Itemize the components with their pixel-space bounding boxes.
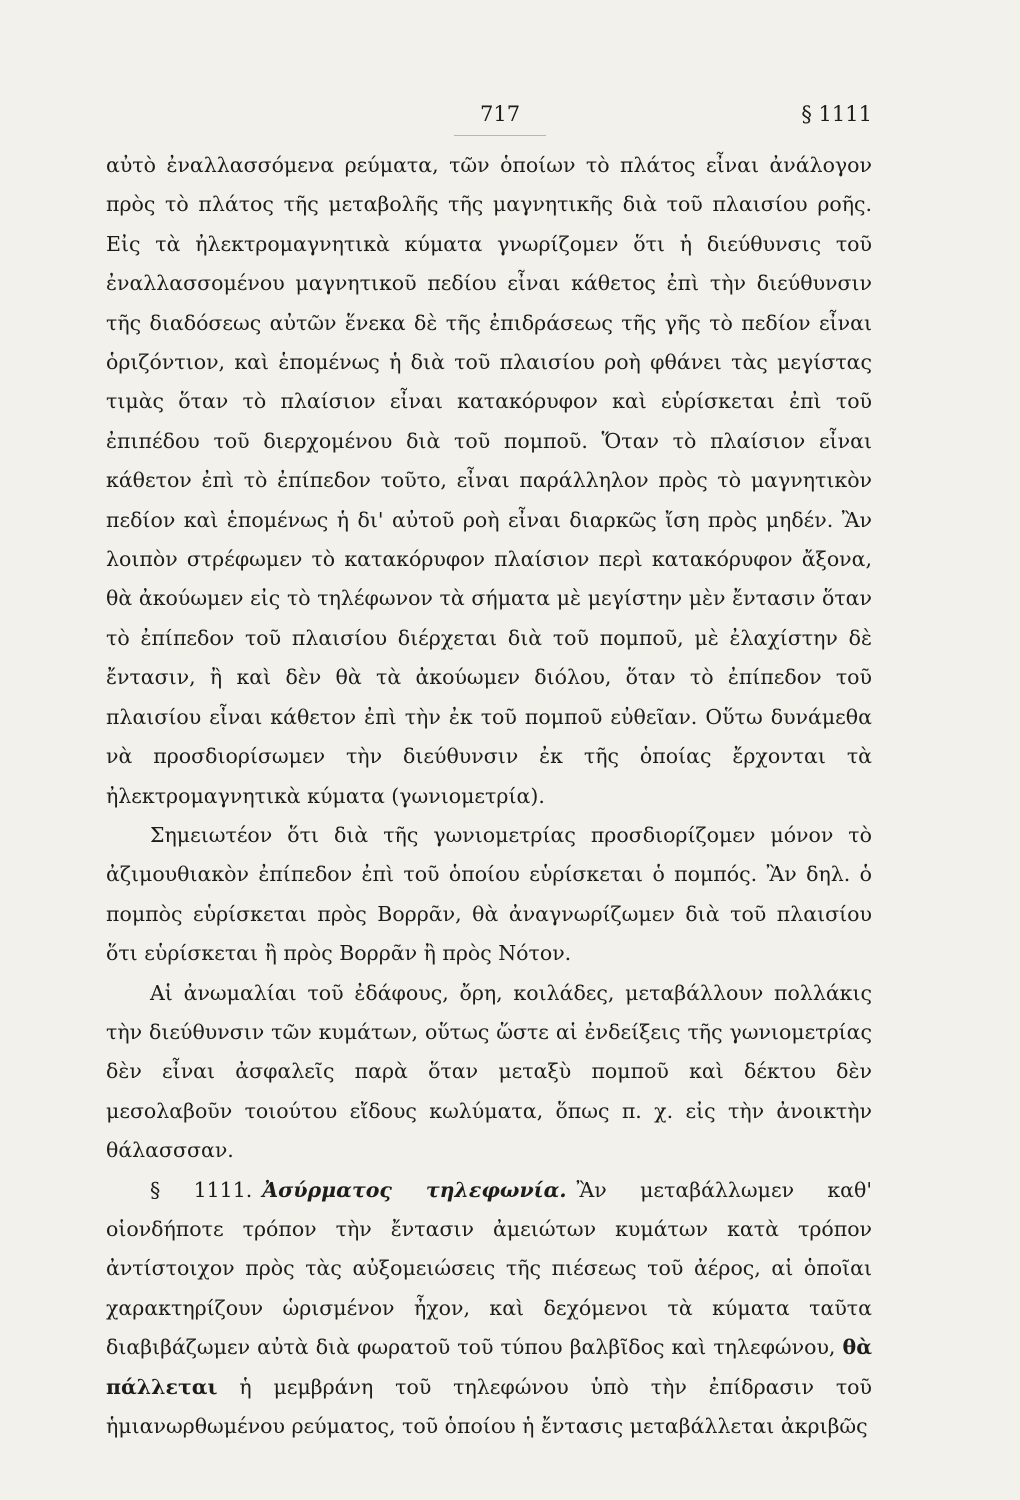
body-text: [106, 146, 872, 1446]
section-paragraph: [106, 1171, 872, 1447]
page-number: 717: [480, 102, 521, 126]
paragraph-direction-finding: αὐτὸ ἐναλλασσόμενα ρεύματα, τῶν ὁποίων τὸ πλάτος εἶναι ἀνάλογον πρὸς τὸ πλάτος τῆς μεταβολῆς τῆς μαγνητικῆς διὰ τοῦ πλαισίου ροῆς. Εἰς τὰ ἠλεκτρομαγνητικὰ κύματα γνωρίζομεν ὅτι ἡ διεύθυνσις τοῦ ἐναλλασσομένου μαγνητικοῦ πεδίου εἶναι κάθετος ἐπὶ τὴν διεύθυνσιν τῆς διαδόσεως αὐτῶν ἕνεκα δὲ τῆς ἐπιδράσεως τῆς γῆς τὸ πεδίον εἶναι ὁριζόντιον, καὶ ἑπομένως ἡ διὰ τοῦ πλαισίου ροὴ φθάνει τὰς μεγίστας τιμὰς ὅταν τὸ πλαίσιον εἶναι κατακόρυφον καὶ εὑρίσκεται ἐπὶ τοῦ ἐπιπέδου τοῦ διερχομένου διὰ τοῦ πομποῦ. Ὅταν τὸ πλαίσιον εἶναι κάθετον ἐπὶ τὸ ἐπίπεδον τοῦτο, εἶναι παράλληλον πρὸς τὸ μαγνητικὸν πεδίον καὶ ἑπομένως ἡ δι' αὐτοῦ ροὴ εἶναι διαρκῶς ἴση πρὸς μηδέν. Ἂν λοιπὸν στρέφωμεν τὸ κατακόρυφον πλαίσιον περὶ κατακόρυφον ἄξονα, θὰ ἀκούωμεν εἰς τὸ τηλέφωνον τὰ σήματα μὲ μεγίστην μὲν ἔντασιν ὅταν τὸ ἐπίπεδον τοῦ πλαισίου διέρχεται διὰ τοῦ πομποῦ, μὲ ἐλαχίστην δὲ ἔντασιν, ἢ καὶ δὲν θὰ τὰ ἀκούωμεν διόλου, ὅταν τὸ ἐπίπεδον τοῦ πλαισίου εἶναι κάθετον ἐπὶ τὴν ἐκ τοῦ πομποῦ εὐθεῖαν. Οὕτω δυνάμεθα νὰ προσδιορίσωμεν τὴν διεύθυνσιν ἐκ τῆς ὁποίας ἔρχονται τὰ ἠλεκτρομαγνητικὰ κύματα (γωνιομετρία).: [106, 153, 872, 808]
section-title: Ἀσύρματος τηλεφωνία.: [262, 1177, 567, 1202]
section-tail-text: ἡ μεμβράνη τοῦ τηλεφώνου ὑπὸ τὴν ἐπίδρασιν τοῦ ἡμιανωρθωμένου ρεύματος, τοῦ ὁποίου ἡ ἔντασις μεταβάλλεται ἀκριβῶς: [106, 1374, 872, 1438]
paragraph-terrain-note: Αἱ ἀνωμαλίαι τοῦ ἐδάφους, ὄρη, κοιλάδες, μεταβάλλουν πολλάκις τὴν διεύθυνσιν τῶν κυμάτων, οὕτως ὥστε αἱ ἐνδείξεις τῆς γωνιομετρίας δὲν εἶναι ἀσφαλεῖς παρὰ ὅταν μεταξὺ πομποῦ καὶ δέκτου δὲν μεσολαβοῦν τοιούτου εἴδους κωλύματα, ὅπως π. χ. εἰς τὴν ἀνοικτὴν θάλασσσαν.: [106, 980, 872, 1163]
running-section-reference: § 1111: [801, 102, 872, 126]
section-lead-text: Ἂν μεταβάλλωμεν καθ' οἱονδήποτε τρόπον τὴν ἔντασιν ἀμειώτων κυμάτων κατὰ τρόπον ἀντίστοιχον πρὸς τὰς αὐξομειώσεις τῆς πιέσεως τοῦ ἀέρος, αἱ ὁποῖαι χαρακτηρίζουν ὡρισμένον ἦχον, καὶ δεχόμενοι τὰ κύματα ταῦτα διαβιβάζωμεν αὐτὰ διὰ φωρατοῦ τοῦ τύπου βαλβῖδος καὶ τηλεφώνου,: [106, 1177, 872, 1360]
paragraph-azimuth-note: Σημειωτέον ὅτι διὰ τῆς γωνιομετρίας προσδιορίζομεν μόνον τὸ ἀζιμουθιακὸν ἐπίπεδον ἐπὶ τοῦ ὁποίου εὑρίσκεται ὁ πομπός. Ἂν δηλ. ὁ πομπὸς εὑρίσκεται πρὸς Βορρᾶν, θὰ ἀναγνωρίζωμεν διὰ τοῦ πλαισίου ὅτι εὑρίσκεται ἢ πρὸς Βορρᾶν ἢ πρὸς Νότον.: [106, 822, 872, 966]
section-bold-phrase: θὰ πάλλεται: [106, 1335, 872, 1399]
page-header: [106, 102, 872, 146]
section-number: § 1111.: [150, 1177, 253, 1202]
